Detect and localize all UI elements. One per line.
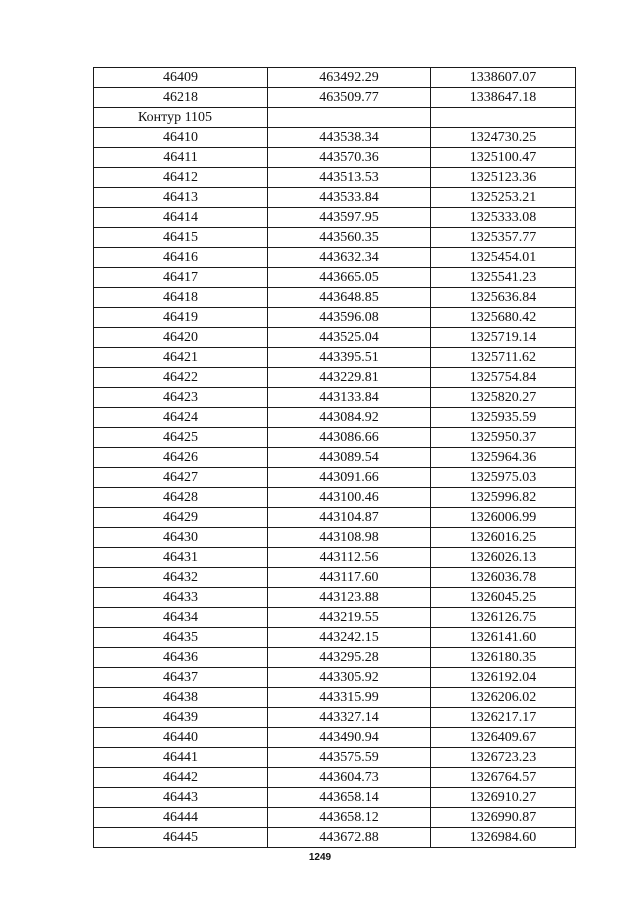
point-id-cell: 46218 [94, 88, 268, 108]
table-row [94, 588, 576, 608]
y-coordinate-cell: 1326764.57 [431, 768, 576, 788]
table-row [94, 668, 576, 688]
table-row [94, 148, 576, 168]
table-row [94, 88, 576, 108]
y-coordinate-cell: 1326990.87 [431, 808, 576, 828]
x-coordinate-cell: 443117.60 [268, 568, 431, 588]
x-coordinate-cell: 443648.85 [268, 288, 431, 308]
x-coordinate-cell: 443632.34 [268, 248, 431, 268]
x-coordinate-cell: 443490.94 [268, 728, 431, 748]
point-id-cell: 46420 [94, 328, 268, 348]
x-coordinate-cell: 443112.56 [268, 548, 431, 568]
x-coordinate-cell: 443104.87 [268, 508, 431, 528]
x-coordinate-cell: 443596.08 [268, 308, 431, 328]
table-row [94, 248, 576, 268]
y-coordinate-cell: 1325996.82 [431, 488, 576, 508]
y-coordinate-cell: 1326723.23 [431, 748, 576, 768]
point-id-cell: 46414 [94, 208, 268, 228]
x-coordinate-cell: 463509.77 [268, 88, 431, 108]
y-coordinate-cell: 1325950.37 [431, 428, 576, 448]
table-row [94, 388, 576, 408]
table-row [94, 188, 576, 208]
table-row [94, 428, 576, 448]
x-coordinate-cell: 443100.46 [268, 488, 431, 508]
y-coordinate-cell: 1326910.27 [431, 788, 576, 808]
point-id-cell: 46413 [94, 188, 268, 208]
point-id-cell: 46418 [94, 288, 268, 308]
x-coordinate-cell: 443295.28 [268, 648, 431, 668]
table-row [94, 348, 576, 368]
y-coordinate-cell: 1325711.62 [431, 348, 576, 368]
y-coordinate-cell: 1325253.21 [431, 188, 576, 208]
point-id-cell: 46411 [94, 148, 268, 168]
point-id-cell: 46410 [94, 128, 268, 148]
table-row [94, 168, 576, 188]
table-row [94, 208, 576, 228]
x-coordinate-cell: 443133.84 [268, 388, 431, 408]
y-coordinate-cell: 1326180.35 [431, 648, 576, 668]
contour-header-row [94, 108, 576, 128]
point-id-cell: 46421 [94, 348, 268, 368]
x-coordinate-cell: 443658.12 [268, 808, 431, 828]
table-row [94, 728, 576, 748]
x-coordinate-cell: 443084.92 [268, 408, 431, 428]
point-id-cell: 46445 [94, 828, 268, 848]
x-coordinate-cell: 443108.98 [268, 528, 431, 548]
x-coordinate-cell: 443525.04 [268, 328, 431, 348]
y-coordinate-cell: 1325964.36 [431, 448, 576, 468]
table-row [94, 548, 576, 568]
table-row [94, 608, 576, 628]
point-id-cell: 46434 [94, 608, 268, 628]
y-coordinate-cell: 1325719.14 [431, 328, 576, 348]
y-coordinate-cell: 1326141.60 [431, 628, 576, 648]
x-coordinate-cell: 443560.35 [268, 228, 431, 248]
x-coordinate-cell: 443658.14 [268, 788, 431, 808]
x-coordinate-cell: 443604.73 [268, 768, 431, 788]
table-row [94, 288, 576, 308]
table-row [94, 568, 576, 588]
point-id-cell: 46422 [94, 368, 268, 388]
y-coordinate-cell: 1326984.60 [431, 828, 576, 848]
x-coordinate-cell: 443538.34 [268, 128, 431, 148]
table-row [94, 328, 576, 348]
y-coordinate-cell: 1326045.25 [431, 588, 576, 608]
point-id-cell: 46443 [94, 788, 268, 808]
y-coordinate-cell: 1325541.23 [431, 268, 576, 288]
table-row [94, 788, 576, 808]
x-coordinate-cell: 443513.53 [268, 168, 431, 188]
y-coordinate-cell: 1338647.18 [431, 88, 576, 108]
table-row [94, 368, 576, 388]
x-coordinate-cell: 443315.99 [268, 688, 431, 708]
y-coordinate-cell: 1326036.78 [431, 568, 576, 588]
point-id-cell: 46425 [94, 428, 268, 448]
table-row [94, 448, 576, 468]
coordinates-table [93, 67, 576, 848]
y-coordinate-cell: 1338607.07 [431, 68, 576, 88]
y-coordinate-cell: 1325333.08 [431, 208, 576, 228]
table-row [94, 528, 576, 548]
table-row [94, 228, 576, 248]
x-coordinate-cell: 443575.59 [268, 748, 431, 768]
y-coordinate-cell: 1326192.04 [431, 668, 576, 688]
table-row [94, 488, 576, 508]
x-coordinate-cell: 443327.14 [268, 708, 431, 728]
y-coordinate-cell: 1326006.99 [431, 508, 576, 528]
point-id-cell: 46442 [94, 768, 268, 788]
y-coordinate-cell: 1325935.59 [431, 408, 576, 428]
point-id-cell: 46416 [94, 248, 268, 268]
x-coordinate-cell: 443089.54 [268, 448, 431, 468]
table-row [94, 688, 576, 708]
table-row [94, 748, 576, 768]
table-row [94, 128, 576, 148]
point-id-cell: 46440 [94, 728, 268, 748]
y-coordinate-cell: 1324730.25 [431, 128, 576, 148]
point-id-cell: 46444 [94, 808, 268, 828]
y-coordinate-cell: 1325754.84 [431, 368, 576, 388]
y-coordinate-cell: 1326217.17 [431, 708, 576, 728]
point-id-cell: 46426 [94, 448, 268, 468]
point-id-cell: 46438 [94, 688, 268, 708]
table-row [94, 408, 576, 428]
x-coordinate-cell: 443242.15 [268, 628, 431, 648]
x-coordinate-cell: 443229.81 [268, 368, 431, 388]
point-id-cell: 46415 [94, 228, 268, 248]
y-coordinate-cell: 1325680.42 [431, 308, 576, 328]
x-coordinate-cell: 443123.88 [268, 588, 431, 608]
y-coordinate-cell: 1326409.67 [431, 728, 576, 748]
x-coordinate-cell: 443597.95 [268, 208, 431, 228]
point-id-cell: 46439 [94, 708, 268, 728]
y-coordinate-cell: 1325100.47 [431, 148, 576, 168]
x-coordinate-cell: 443219.55 [268, 608, 431, 628]
point-id-cell: 46419 [94, 308, 268, 328]
x-coordinate-cell: 443091.66 [268, 468, 431, 488]
x-coordinate-cell: 443086.66 [268, 428, 431, 448]
y-coordinate-cell: 1325454.01 [431, 248, 576, 268]
y-coordinate-cell: 1326126.75 [431, 608, 576, 628]
x-coordinate-cell: 443395.51 [268, 348, 431, 368]
table-row [94, 268, 576, 288]
point-id-cell: 46423 [94, 388, 268, 408]
point-id-cell: 46441 [94, 748, 268, 768]
empty-cell [431, 108, 576, 128]
y-coordinate-cell: 1325123.36 [431, 168, 576, 188]
y-coordinate-cell: 1325357.77 [431, 228, 576, 248]
table-row [94, 468, 576, 488]
empty-cell [268, 108, 431, 128]
point-id-cell: 46430 [94, 528, 268, 548]
coordinates-table-body [94, 68, 576, 848]
page-number: 1249 [308, 852, 332, 863]
point-id-cell: 46437 [94, 668, 268, 688]
point-id-cell: 46433 [94, 588, 268, 608]
y-coordinate-cell: 1326026.13 [431, 548, 576, 568]
y-coordinate-cell: 1326206.02 [431, 688, 576, 708]
table-row [94, 68, 576, 88]
x-coordinate-cell: 443305.92 [268, 668, 431, 688]
x-coordinate-cell: 443570.36 [268, 148, 431, 168]
point-id-cell: 46427 [94, 468, 268, 488]
point-id-cell: 46436 [94, 648, 268, 668]
point-id-cell: 46409 [94, 68, 268, 88]
point-id-cell: 46417 [94, 268, 268, 288]
table-row [94, 828, 576, 848]
table-row [94, 628, 576, 648]
point-id-cell: 46429 [94, 508, 268, 528]
point-id-cell: 46432 [94, 568, 268, 588]
contour-label: Контур 1105 [94, 108, 268, 128]
x-coordinate-cell: 463492.29 [268, 68, 431, 88]
table-row [94, 808, 576, 828]
point-id-cell: 46424 [94, 408, 268, 428]
x-coordinate-cell: 443533.84 [268, 188, 431, 208]
table-row [94, 768, 576, 788]
table-row [94, 508, 576, 528]
point-id-cell: 46431 [94, 548, 268, 568]
point-id-cell: 46428 [94, 488, 268, 508]
x-coordinate-cell: 443672.88 [268, 828, 431, 848]
point-id-cell: 46435 [94, 628, 268, 648]
y-coordinate-cell: 1325820.27 [431, 388, 576, 408]
y-coordinate-cell: 1326016.25 [431, 528, 576, 548]
y-coordinate-cell: 1325975.03 [431, 468, 576, 488]
x-coordinate-cell: 443665.05 [268, 268, 431, 288]
y-coordinate-cell: 1325636.84 [431, 288, 576, 308]
table-row [94, 648, 576, 668]
point-id-cell: 46412 [94, 168, 268, 188]
table-row [94, 708, 576, 728]
table-row [94, 308, 576, 328]
